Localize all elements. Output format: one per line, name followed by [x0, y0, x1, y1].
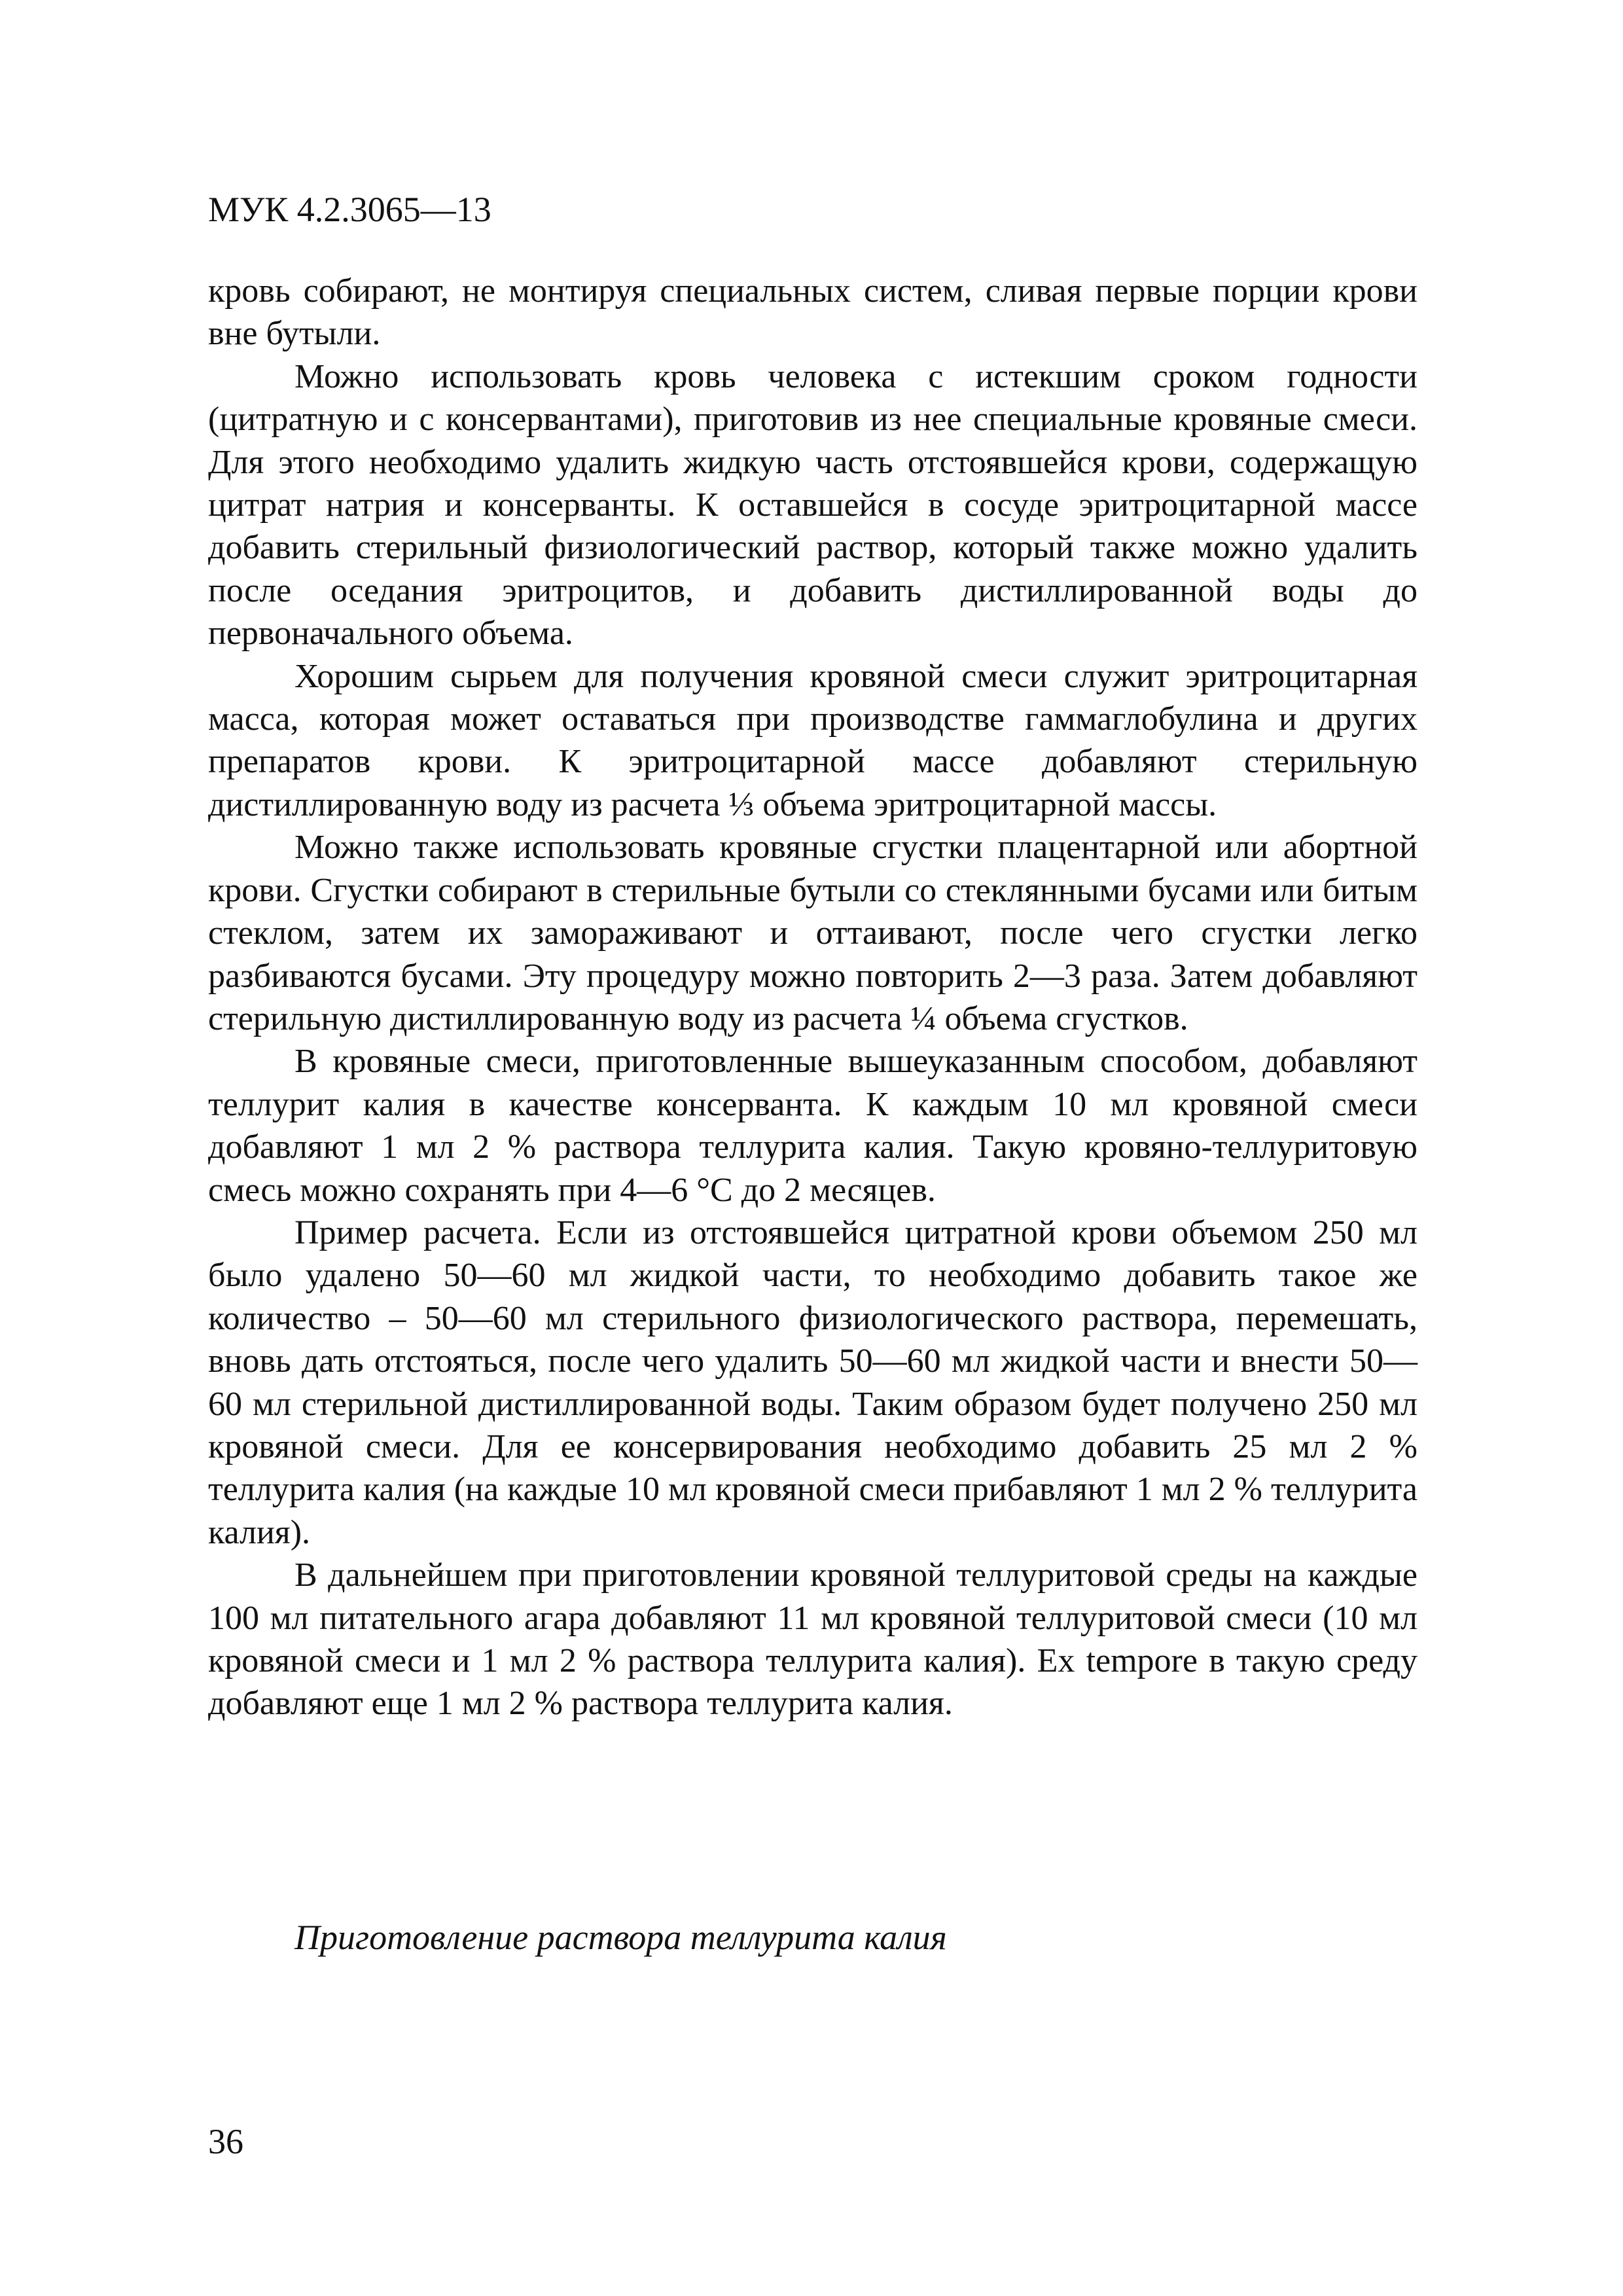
paragraph-potassium-tellurite: В кровяные смеси, приготовленные вышеуказанным способом, добавляют теллурит калия в качестве консерванта. К каждым 10 мл кровяной смеси добавляют 1 мл 2 % раствора теллурита калия. Такую кровяно-теллуритовую смесь можно сохранять при 4—6 °С до 2 месяцев.: [208, 1043, 1418, 1209]
paragraph-blood-clots: Можно также использовать кровяные сгустки плацентарной или абортной крови. Сгустки собирают в стерильные бутыли со стеклянными бусами или битым стеклом, затем их замораживают и оттаивают, после чего сгустки легко разбиваются бусами. Эту процедуру можно повторить 2—3 раза. Затем добавляют стерильную дистиллированную воду из расчета ¼ объема сгустков.: [208, 829, 1418, 1037]
page-number: 36: [208, 2122, 243, 2161]
paragraph-tellurite-medium: В дальнейшем при приготовлении кровяной теллуритовой среды на каждые 100 мл питательного агара добавляют 11 мл кровяной теллуритовой смеси (10 мл кровяной смеси и 1 мл 2 % раствора теллурита калия). Ex tempore в такую среду добавляют еще 1 мл 2 % раствора теллурита калия.: [208, 1556, 1418, 1723]
body-text: [208, 270, 1418, 1725]
paragraph-calculation-example: Пример расчета. Если из отстоявшейся цитратной крови объемом 250 мл было удалено 50—60 мл жидкой части, то необходимо добавить такое же количество – 50—60 мл стерильного физиологического раствора, перемешать, вновь дать отстояться, после чего удалить 50—60 мл жидкой части и внести 50—60 мл стерильной дистиллированной воды. Таким образом будет получено 250 мл кровяной смеси. Для ее консервирования необходимо добавить 25 мл 2 % теллурита калия (на каждые 10 мл кровяной смеси прибавляют 1 мл 2 % теллурита калия).: [208, 1213, 1418, 1551]
paragraph-continuation: кровь собирают, не монтируя специальных систем, сливая первые порции крови вне бутыли.: [208, 272, 1418, 353]
paragraph-expired-blood: Можно использовать кровь человека с истекшим сроком годности (цитратную и с консервантами), приготовив из нее специальные кровяные смеси. Для этого необходимо удалить жидкую часть отстоявшейся крови, содержащую цитрат натрия и консерванты. К оставшейся в сосуде эритроцитарной массе добавить стерильный физиологический раствор, который также можно удалить после оседания эритроцитов, и добавить дистиллированной воды до первоначального объема.: [208, 357, 1418, 653]
section-heading: Приготовление раствора теллурита калия: [294, 1918, 947, 1957]
paragraph-erythrocyte-mass: Хорошим сырьем для получения кровяной смеси служит эритроцитарная масса, которая может оставаться при производстве гаммаглобулина и других препаратов крови. К эритроцитарной массе добавляют стерильную дистиллированную воду из расчета ⅓ объема эритроцитарной массы.: [208, 657, 1418, 823]
running-header-document-code: МУК 4.2.3065—13: [208, 190, 491, 229]
